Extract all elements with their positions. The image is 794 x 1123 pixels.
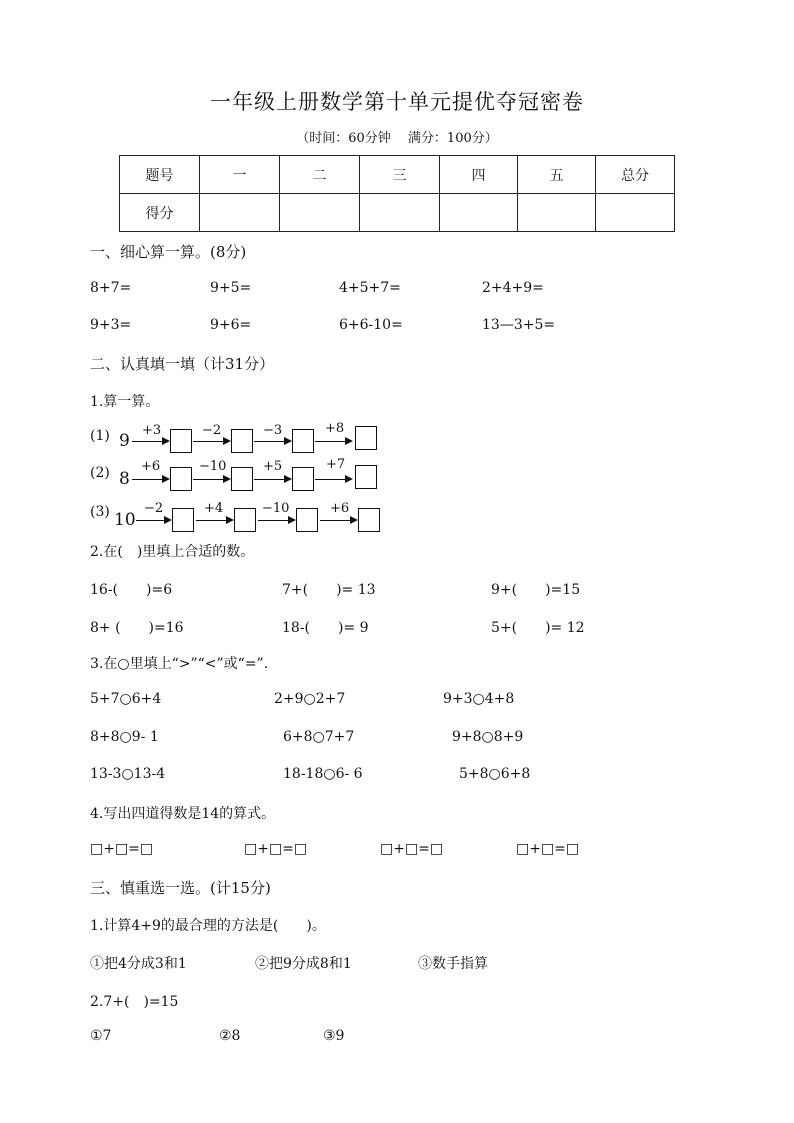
choice-option: ②8 xyxy=(219,1028,241,1044)
equation-blank: □+□=□ xyxy=(90,841,154,857)
fill-item: 7+( )= 13 xyxy=(282,582,376,598)
choice-option: ③9 xyxy=(323,1028,345,1044)
calc-item: 4+5+7= xyxy=(339,280,401,296)
score-cell[interactable] xyxy=(360,194,440,232)
answer-box[interactable] xyxy=(355,426,377,450)
chain-operator: +5 xyxy=(263,459,283,474)
arrow-icon xyxy=(320,520,356,521)
fill-item: 16-( )=6 xyxy=(90,582,173,598)
arrow-icon xyxy=(196,520,232,521)
answer-box[interactable] xyxy=(355,465,377,489)
chain-start-number: 9 xyxy=(119,431,130,451)
chain-label: (2) xyxy=(90,465,110,481)
calc-item: 9+6= xyxy=(210,317,252,333)
chain-operator: −10 xyxy=(262,501,290,516)
compare-item: 9+3○4+8 xyxy=(443,691,515,707)
chain-label: (1) xyxy=(90,428,110,444)
score-cell[interactable] xyxy=(596,194,675,232)
compare-item: 13-3○13-4 xyxy=(90,766,166,782)
chain-operator: −3 xyxy=(263,423,283,438)
arrow-icon xyxy=(254,441,290,442)
answer-box[interactable] xyxy=(172,508,194,532)
chain-start-number: 10 xyxy=(114,510,136,530)
compare-row xyxy=(90,691,730,713)
compare-item: 6+8○7+7 xyxy=(283,729,355,745)
score-cell[interactable] xyxy=(440,194,518,232)
score-header-cell: 五 xyxy=(518,156,596,194)
chain-operator: +7 xyxy=(326,457,346,472)
compare-row xyxy=(90,729,730,751)
chain-operator: +6 xyxy=(330,501,350,516)
fill-row xyxy=(90,617,730,639)
equation-blank: □+□=□ xyxy=(380,841,444,857)
arrow-icon xyxy=(193,479,229,480)
chain-start-number: 8 xyxy=(119,469,130,489)
score-header-cell: 四 xyxy=(440,156,518,194)
compare-row xyxy=(90,766,730,788)
chain-label: (3) xyxy=(90,504,110,520)
q2-4-title: 4.写出四道得数是14的算式。 xyxy=(90,806,276,822)
fill-row xyxy=(90,579,730,601)
answer-box[interactable] xyxy=(234,508,256,532)
arrow-icon xyxy=(315,479,351,480)
compare-item: 9+8○8+9 xyxy=(452,729,524,745)
choice-option: ②把9分成8和1 xyxy=(255,956,352,972)
chain-operator: +4 xyxy=(204,501,224,516)
score-header-cell: 一 xyxy=(200,156,280,194)
answer-box[interactable] xyxy=(296,508,318,532)
q2-1-title: 1.算一算。 xyxy=(90,394,160,410)
score-table-score-row xyxy=(120,194,675,232)
section1-heading: 一、细心算一算。(8分) xyxy=(90,243,247,261)
score-header-cell: 二 xyxy=(280,156,360,194)
score-cell[interactable] xyxy=(280,194,360,232)
score-header-cell: 三 xyxy=(360,156,440,194)
arrow-icon xyxy=(193,441,229,442)
page-title: 一年级上册数学第十单元提优夺冠密卷 xyxy=(210,90,584,114)
chain-operator: +3 xyxy=(142,423,162,438)
score-header-cell: 题号 xyxy=(120,156,200,194)
q2-2-title: 2.在( )里填上合适的数。 xyxy=(90,544,255,560)
choice-option: ③数手指算 xyxy=(418,956,488,972)
compare-item: 2+9○2+7 xyxy=(274,691,346,707)
answer-box[interactable] xyxy=(292,467,314,491)
calc-item: 8+7= xyxy=(90,280,132,296)
section2-heading: 二、认真填一填（计31分） xyxy=(90,355,275,373)
choice-row xyxy=(90,1028,730,1050)
choice-option: ①7 xyxy=(90,1028,112,1044)
answer-box[interactable] xyxy=(170,429,192,453)
compare-item: 18-18○6- 6 xyxy=(283,766,363,782)
chain-operator: −2 xyxy=(144,501,164,516)
calc-item: 9+3= xyxy=(90,317,132,333)
answer-box[interactable] xyxy=(231,467,253,491)
q3-1-title: 1.计算4+9的最合理的方法是( )。 xyxy=(90,918,326,934)
exam-info: （时间：60分钟 满分：100分） xyxy=(296,131,498,146)
answer-box[interactable] xyxy=(170,467,192,491)
score-cell[interactable] xyxy=(200,194,280,232)
calc-row xyxy=(90,280,730,302)
fill-item: 18-( )= 9 xyxy=(282,620,369,636)
fill-item: 8+ ( )=16 xyxy=(90,620,184,636)
fill-item: 9+( )=15 xyxy=(491,582,581,598)
answer-box[interactable] xyxy=(292,429,314,453)
equation-blank: □+□=□ xyxy=(516,841,580,857)
equation-row xyxy=(90,841,730,863)
calc-item: 9+5= xyxy=(210,280,252,296)
arrow-icon xyxy=(136,520,170,521)
arrow-icon xyxy=(258,520,294,521)
arrow-icon xyxy=(132,441,168,442)
chain-operator: −10 xyxy=(199,459,227,474)
chain-operator: −2 xyxy=(202,423,222,438)
answer-box[interactable] xyxy=(231,429,253,453)
calc-item: 13—3+5= xyxy=(482,317,556,333)
compare-item: 8+8○9- 1 xyxy=(90,729,159,745)
choice-row xyxy=(90,953,730,975)
score-table-header-row xyxy=(120,156,675,194)
arrow-icon xyxy=(315,441,351,442)
fill-item: 5+( )= 12 xyxy=(491,620,585,636)
calc-item: 2+4+9= xyxy=(482,280,544,296)
choice-option: ①把4分成3和1 xyxy=(90,956,187,972)
arrow-icon xyxy=(132,479,168,480)
calc-row xyxy=(90,317,730,339)
arrow-icon xyxy=(254,479,290,480)
compare-item: 5+7○6+4 xyxy=(90,691,162,707)
score-cell[interactable] xyxy=(518,194,596,232)
score-table xyxy=(119,155,675,232)
compare-item: 5+8○6+8 xyxy=(459,766,531,782)
score-row-label: 得分 xyxy=(120,194,200,232)
q2-3-title: 3.在○里填上“>”“<”或“=”. xyxy=(90,656,269,672)
chain-operator: +6 xyxy=(141,459,161,474)
equation-blank: □+□=□ xyxy=(244,841,308,857)
answer-box[interactable] xyxy=(358,508,380,532)
calc-item: 6+6-10= xyxy=(339,317,403,333)
chain-operator: +8 xyxy=(325,421,345,436)
section3-heading: 三、慎重选一选。(计15分) xyxy=(90,879,271,897)
score-header-cell: 总分 xyxy=(596,156,675,194)
q3-2-title: 2.7+( )=15 xyxy=(90,994,179,1010)
